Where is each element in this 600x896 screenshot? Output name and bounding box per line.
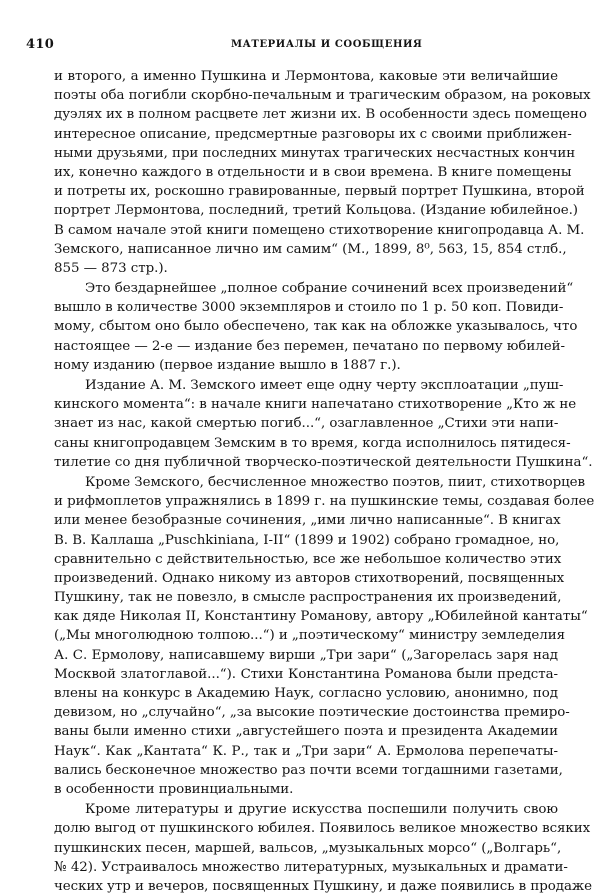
text-line: Это бездарнейшее „полное собрание сочинений всех произведений“: [85, 281, 574, 297]
page-number: 410: [26, 37, 55, 52]
text-line: ному изданию (первое издание вышло в 1887 г.).: [54, 357, 401, 373]
text-line: ческих утр и вечеров, посвященных Пушкину, и даже появились в продаже: [54, 878, 593, 894]
running-head: МАТЕРИАЛЫ И СООБЩЕНИЯ: [231, 39, 423, 50]
text-line: саны книгопродавцем Земским в то время, когда исполнилось пятидеся-: [54, 435, 571, 451]
text-line: вышло в количестве 3000 экземпляров и стоило по 1 р. 50 коп. Повиди-: [54, 300, 564, 316]
paragraph-4: [54, 473, 595, 799]
text-line: В самом начале этой книги помещено стихотворение книгопродавца А. М.: [54, 222, 585, 238]
text-line: мому, сбытом оно было обеспечено, так как на обложке указывалось, что: [54, 319, 578, 335]
paragraph-5: [54, 800, 593, 896]
text-line: № 42). Устраивалось множество литературных, музыкальных и драмати-: [54, 859, 568, 875]
text-line: и рифмоплетов упражнялись в 1899 г. на пушкинские темы, создавая более: [54, 494, 595, 510]
text-line: пушкинских песен, маршей, вальсов, „музыкальных морсо“ („Волгарь“,: [54, 840, 562, 856]
text-line: 855 — 873 стр.).: [54, 260, 168, 276]
text-line: („Мы многолюдною толпою...“) и „поэтическому“ министру земледелия: [54, 628, 566, 644]
text-line: долю выгод от пушкинского юбилея. Появилось великое множество всяких: [54, 821, 591, 837]
text-line: А. С. Ермолову, написавшему вирши „Три зари“ („Загорелась заря над: [54, 647, 558, 663]
text-line: их, конечно каждого в отдельности и в свои времена. В книге помещены: [54, 164, 572, 180]
text-line: знает из нас, какой смертью погиб...“, озаглавленное „Стихи эти напи-: [54, 416, 559, 432]
text-line: как дяде Николая II, Константину Романову, автору „Юбилейной кантаты“: [54, 609, 588, 625]
text-line: Земского, написанное лично им самим“ (М., 1899, 8⁰, 563, 15, 854 стлб.,: [54, 241, 567, 257]
text-line: портрет Лермонтова, последний, третий Кольцова. (Издание юбилейное.): [54, 203, 578, 219]
text-line: Кроме литературы и другие искусства поспешили получить свою: [85, 802, 558, 818]
text-line: ными друзьями, при последних минутах трагических несчастных кончин: [54, 145, 576, 161]
page-header: [26, 37, 556, 53]
body-text: [54, 67, 595, 896]
text-line: поэты оба погибли скорбно-печальным и трагическим образом, на роковых: [54, 88, 591, 104]
text-line: тилетие со дня публичной творческо-поэтической деятельности Пушкина“.: [54, 454, 593, 470]
text-line: настоящее — 2-е — издание без перемен, печатано по первому юбилей-: [54, 338, 565, 354]
text-line: влены на конкурс в Академию Наук, согласно условию, анонимно, под: [54, 686, 558, 701]
text-line: произведений. Однако никому из авторов стихотворений, посвященных: [54, 570, 565, 586]
text-line: и потреты их, роскошно гравированные, первый портрет Пушкина, второй: [54, 184, 585, 200]
text-line: дуэлях их в полном расцвете лет жизни их. В особенности здесь помещено: [54, 107, 587, 123]
text-line: Пушкину, так не повезло, в смысле распространения их произведений,: [54, 590, 562, 606]
text-line: Наук“. Как „Кантата“ К. Р., так и „Три зари“ А. Ермолова перепечаты-: [54, 743, 558, 759]
text-line: Кроме Земского, бесчисленное множество поэтов, пиит, стихотворцев: [85, 474, 586, 490]
text-line: В. В. Каллаша „Puschkiniana, I-II“ (1899 и 1902) собрано громадное, но,: [54, 532, 560, 548]
text-line: или менее безобразные сочинения, „ими лично написанные“. В книгах: [54, 513, 561, 529]
text-line: сравнительно с действительностью, все же небольшое количество этих: [54, 551, 562, 567]
paragraph-3: [54, 376, 593, 472]
text-line: и второго, а именно Пушкина и Лермонтова, каковые эти величайшие: [54, 69, 558, 84]
paragraph-1: [54, 67, 591, 278]
text-line: Издание А. М. Земского имеет еще одну черту эксплоатации „пуш-: [85, 378, 564, 393]
text-line: вались бесконечное множество раз почти всеми тогдашними газетами,: [54, 762, 563, 778]
text-line: Москвой златоглавой...“). Стихи Константина Романова были предста-: [54, 666, 558, 682]
text-line: ваны были именно стихи „августейшего поэта и президента Академии: [54, 724, 558, 740]
text-line: кинского момента“: в начале книги напечатано стихотворение „Кто ж не: [54, 397, 577, 413]
text-line: интересное описание, предсмертные разговоры их с своими приближен-: [54, 126, 572, 142]
paragraph-2: [54, 279, 578, 375]
text-line: в особенности провинциальными.: [54, 781, 294, 797]
text-line: девизом, но „случайно“, „за высокие поэтические достоинства премиро-: [54, 705, 570, 721]
